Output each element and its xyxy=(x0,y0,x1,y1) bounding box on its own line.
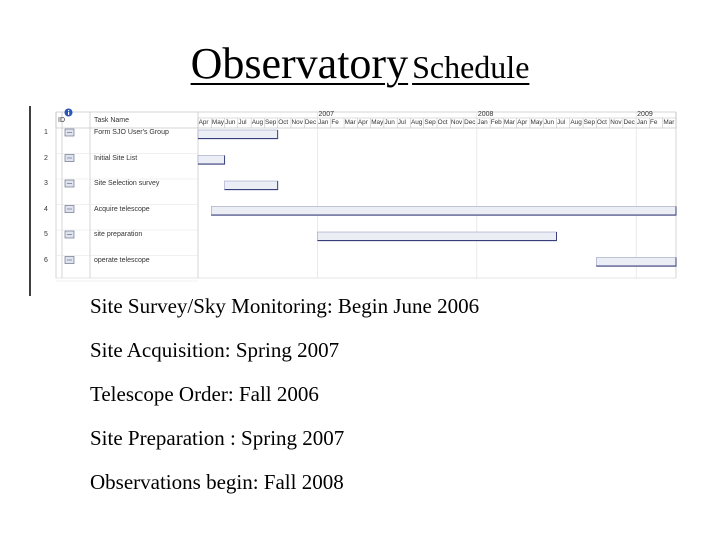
task-bar xyxy=(596,258,676,267)
month-label: Feb xyxy=(490,119,502,126)
task-bar xyxy=(198,130,278,139)
info-icon xyxy=(64,108,73,117)
task-id: 1 xyxy=(44,129,48,136)
month-label: Aug xyxy=(570,119,582,126)
month-label: Nov xyxy=(610,119,622,126)
month-label: Sep xyxy=(583,119,596,126)
month-label: Oct xyxy=(437,119,448,126)
month-label: Jul xyxy=(557,119,566,126)
task-name: Form SJO User's Group xyxy=(94,129,169,136)
month-label: Mar xyxy=(663,119,675,126)
month-label: Aug xyxy=(411,119,423,126)
slide-title xyxy=(0,38,720,89)
month-label: Sep xyxy=(264,119,277,126)
month-label: May xyxy=(371,119,384,126)
month-label: Sep xyxy=(424,119,436,126)
task-name: Site Selection survey xyxy=(94,180,160,187)
month-label: May xyxy=(211,119,224,126)
milestone-item: Telescope Order: Fall 2006 xyxy=(90,382,319,406)
slide-title-main: Observatory xyxy=(190,39,409,88)
task-bar xyxy=(318,232,557,241)
month-label: Mar xyxy=(344,119,356,126)
month-label: Jul xyxy=(397,119,406,126)
task-id: 4 xyxy=(44,205,48,213)
task-id: 5 xyxy=(44,231,48,238)
month-label: Aug xyxy=(251,119,264,126)
month-label: Jul xyxy=(238,119,247,126)
month-label: Apr xyxy=(517,119,528,126)
month-label: Dec xyxy=(464,119,476,126)
month-label: Apr xyxy=(198,119,209,126)
task-name: operate telescope xyxy=(94,256,150,264)
month-label: Dec xyxy=(304,119,317,126)
milestone-item: Site Preparation : Spring 2007 xyxy=(90,426,345,450)
task-name: Acquire telescope xyxy=(94,205,150,213)
month-label: Jan xyxy=(636,119,648,126)
gantt-chart xyxy=(28,106,682,296)
month-label: Fe xyxy=(331,119,339,126)
task-name: Initial Site List xyxy=(94,154,138,162)
month-label: Dec xyxy=(623,119,635,126)
month-label: Oct xyxy=(596,119,607,126)
month-label: Nov xyxy=(450,119,463,126)
year-label: 2008 xyxy=(477,111,494,118)
month-label: Jun xyxy=(543,119,555,126)
task-id: 2 xyxy=(44,154,48,162)
id-column-header: ID xyxy=(58,117,65,124)
month-label: Jan xyxy=(477,119,488,126)
year-label: 2007 xyxy=(318,111,335,118)
month-label: Jun xyxy=(384,119,395,126)
milestone-item: Site Survey/Sky Monitoring: Begin June 2006 xyxy=(90,294,480,318)
month-label: Nov xyxy=(291,119,303,126)
month-label: Oct xyxy=(278,119,289,126)
slide-title-sub: Schedule xyxy=(412,49,530,85)
task-bar xyxy=(225,181,278,190)
task-name: site preparation xyxy=(94,231,143,238)
month-label: Jun xyxy=(225,119,236,126)
year-label: 2009 xyxy=(637,111,653,118)
milestone-item: Site Acquisition: Spring 2007 xyxy=(90,338,340,362)
month-label: May xyxy=(530,119,543,126)
milestone-item: Observations begin: Fall 2008 xyxy=(90,470,344,494)
month-label: Fe xyxy=(650,119,658,126)
month-label: Apr xyxy=(357,119,368,126)
month-label: Jan xyxy=(318,119,329,126)
task-id: 3 xyxy=(44,180,48,187)
task-bar xyxy=(211,207,676,216)
month-label: Mar xyxy=(503,119,515,126)
task-id: 6 xyxy=(44,256,48,264)
task-name-column-header: Task Name xyxy=(94,117,130,124)
task-bar xyxy=(198,156,225,165)
